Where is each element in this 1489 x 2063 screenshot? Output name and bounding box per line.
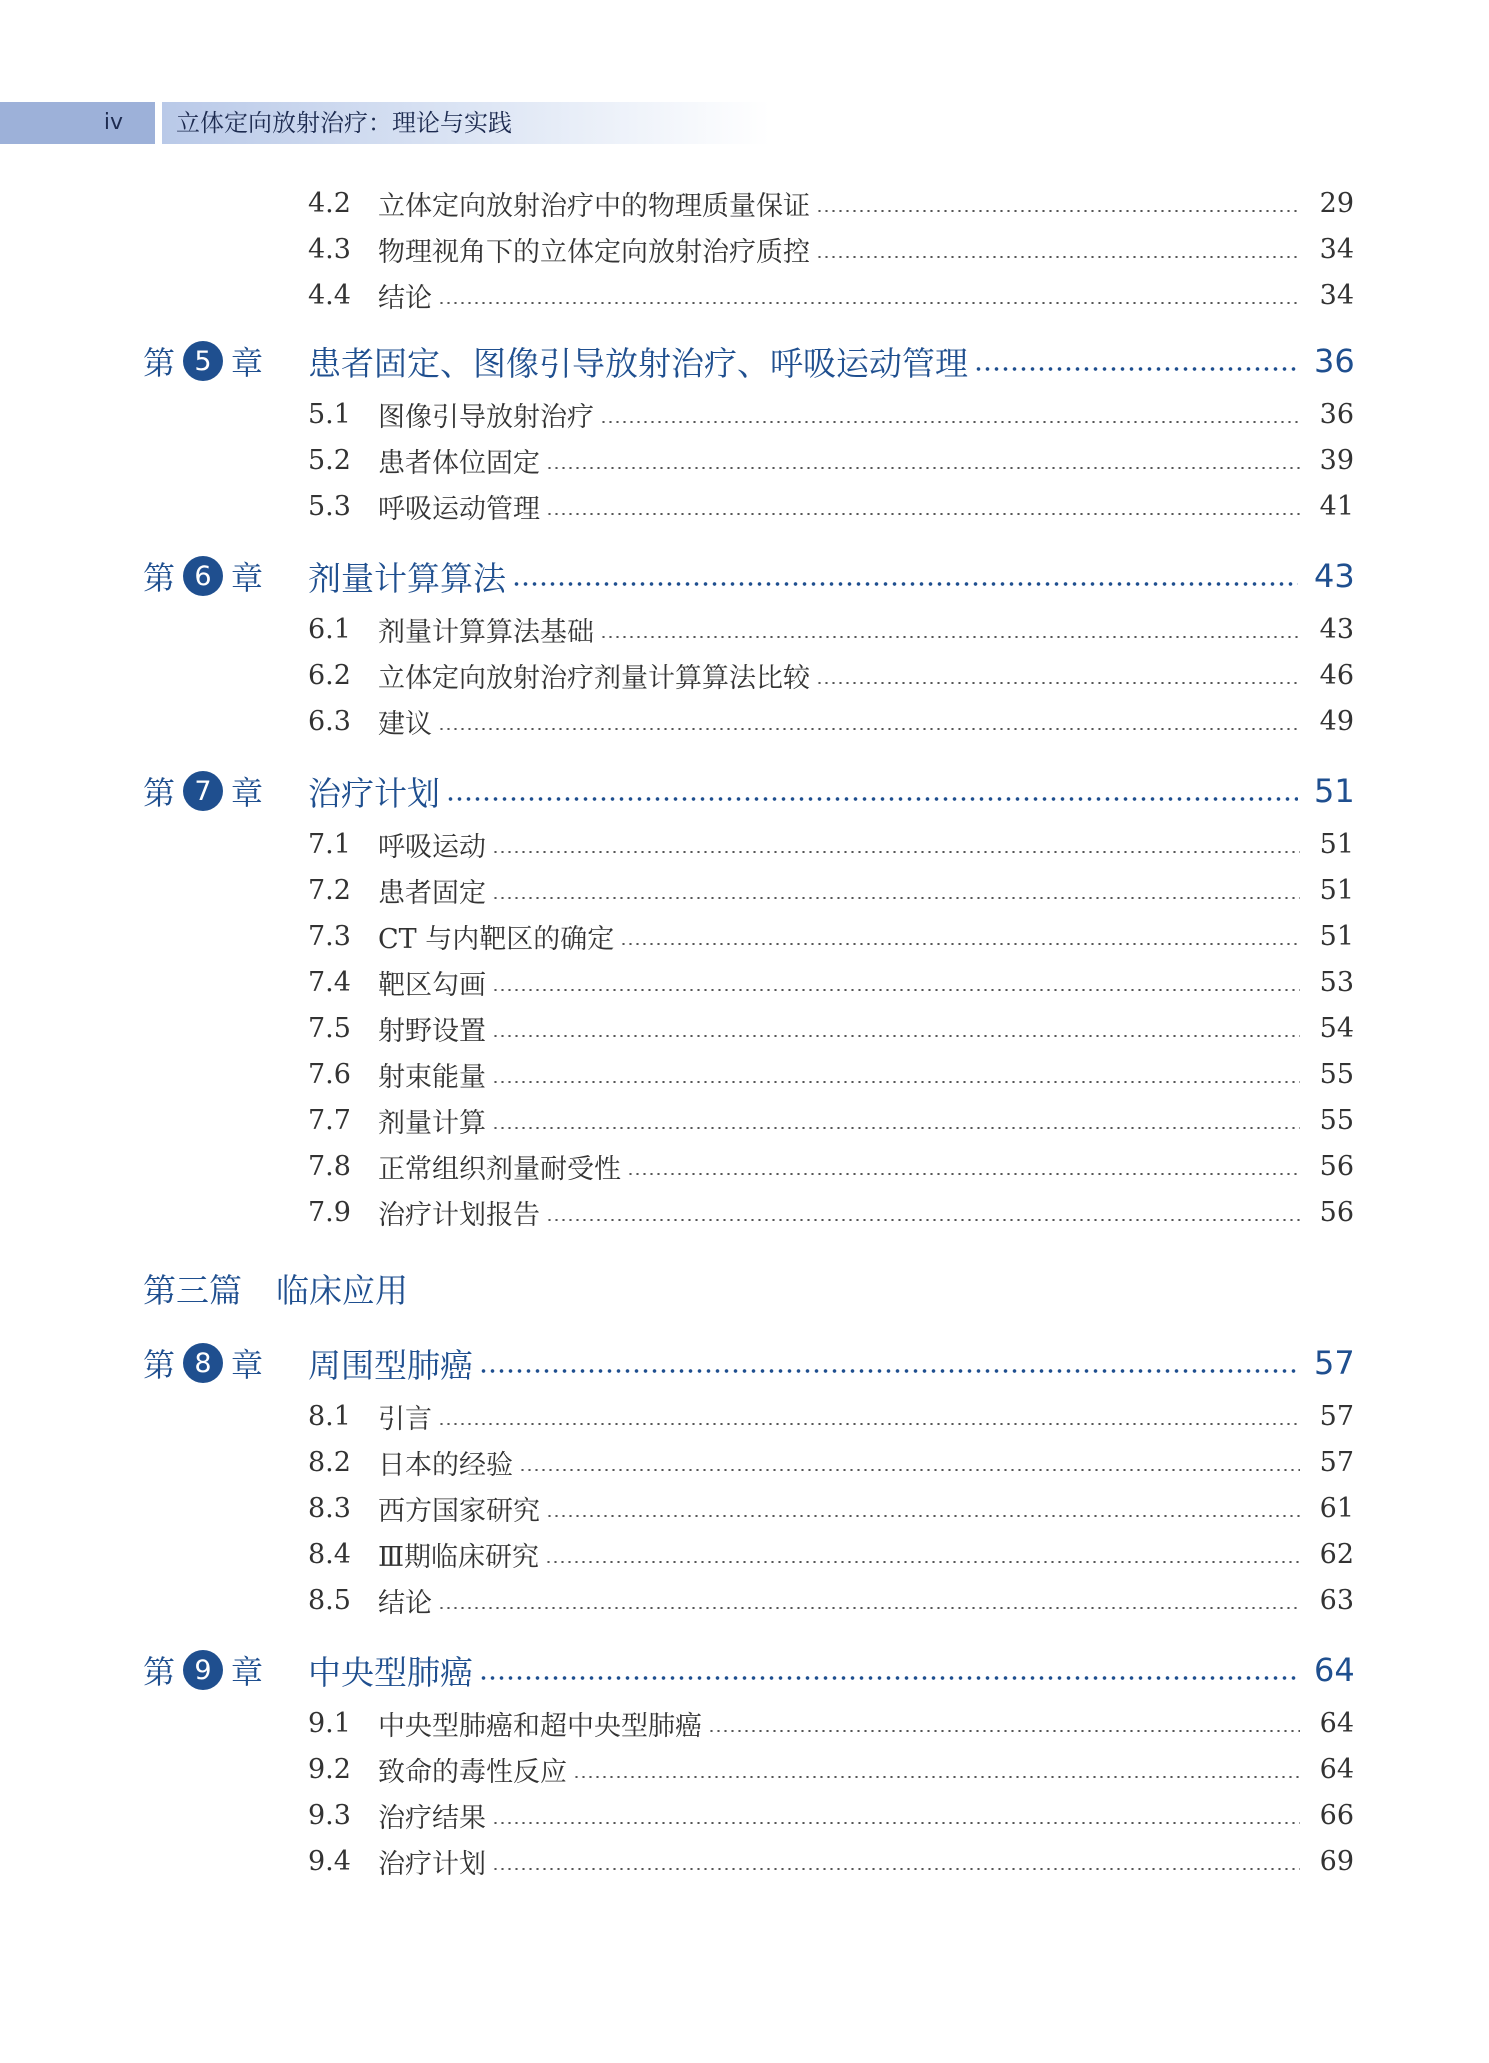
entry-title: 患者体位固定 xyxy=(378,447,540,479)
dot-leader xyxy=(438,1423,1300,1425)
entry-page: 29 xyxy=(1319,187,1354,219)
toc-entry[interactable] xyxy=(308,824,1354,864)
entry-number: 6.1 xyxy=(308,613,351,645)
chapter-page: 36 xyxy=(1314,342,1355,380)
toc-entry[interactable] xyxy=(308,1008,1354,1048)
dot-leader xyxy=(974,367,1298,371)
entry-title: 剂量计算 xyxy=(378,1107,486,1139)
dot-leader xyxy=(519,1469,1300,1471)
toc-entry[interactable] xyxy=(308,229,1354,269)
dot-leader xyxy=(816,682,1300,684)
entry-page: 55 xyxy=(1319,1058,1354,1090)
entry-number: 5.2 xyxy=(308,444,351,476)
entry-page: 63 xyxy=(1319,1584,1354,1616)
toc-entry[interactable] xyxy=(308,486,1354,526)
dot-leader xyxy=(546,1219,1300,1221)
running-header xyxy=(0,102,770,144)
entry-number: 7.9 xyxy=(308,1196,351,1228)
chapter-title: 剂量计算算法 xyxy=(308,558,506,598)
chapter-number-badge: 6 xyxy=(183,556,223,596)
entry-title: 立体定向放射治疗剂量计算算法比较 xyxy=(378,662,810,694)
toc-entry[interactable] xyxy=(308,394,1354,434)
chapter-suffix: 章 xyxy=(231,344,264,382)
chapter-label xyxy=(143,1647,308,1693)
dot-leader xyxy=(627,1173,1300,1175)
dot-leader xyxy=(708,1730,1300,1732)
dot-leader xyxy=(816,210,1300,212)
toc-entry[interactable] xyxy=(308,1192,1354,1232)
entry-number: 4.2 xyxy=(308,187,351,219)
entry-page: 56 xyxy=(1319,1150,1354,1182)
entry-page: 51 xyxy=(1319,828,1354,860)
dot-leader xyxy=(492,1822,1300,1824)
dot-leader xyxy=(492,851,1300,853)
dot-leader xyxy=(545,1561,1300,1563)
entry-page: 56 xyxy=(1319,1196,1354,1228)
entry-number: 8.4 xyxy=(308,1538,351,1570)
entry-page: 53 xyxy=(1319,966,1354,998)
entry-title: 结论 xyxy=(378,1587,432,1619)
entry-title: 射束能量 xyxy=(378,1061,486,1093)
chapter-number-badge: 9 xyxy=(183,1650,223,1690)
entry-page: 64 xyxy=(1319,1753,1354,1785)
dot-leader xyxy=(492,1035,1300,1037)
chapter-suffix: 章 xyxy=(231,559,264,597)
entry-title: 物理视角下的立体定向放射治疗质控 xyxy=(378,236,810,268)
chapter-entry[interactable] xyxy=(143,1339,1354,1387)
entry-title: 患者固定 xyxy=(378,877,486,909)
entry-title: 靶区勾画 xyxy=(378,969,486,1001)
chapter-page: 64 xyxy=(1314,1651,1355,1689)
entry-page: 62 xyxy=(1319,1538,1354,1570)
dot-leader xyxy=(446,797,1298,801)
toc-entry[interactable] xyxy=(308,1795,1354,1835)
entry-page: 69 xyxy=(1319,1845,1354,1877)
toc-entry[interactable] xyxy=(308,1703,1354,1743)
chapter-label xyxy=(143,1340,308,1386)
entry-number: 9.2 xyxy=(308,1753,351,1785)
chapter-suffix: 章 xyxy=(231,774,264,812)
dot-leader xyxy=(438,1607,1300,1609)
entry-page: 36 xyxy=(1319,398,1354,430)
entry-title: 引言 xyxy=(378,1403,432,1435)
entry-page: 57 xyxy=(1319,1400,1354,1432)
chapter-page: 43 xyxy=(1314,557,1355,595)
dot-leader xyxy=(512,582,1298,586)
chapter-entry[interactable] xyxy=(143,1646,1354,1694)
entry-number: 7.2 xyxy=(308,874,351,906)
part-heading xyxy=(143,1265,408,1312)
dot-leader xyxy=(492,1127,1300,1129)
entry-title: 治疗计划报告 xyxy=(378,1199,540,1231)
toc-entry[interactable] xyxy=(308,870,1354,910)
entry-page: 51 xyxy=(1319,920,1354,952)
toc-entry[interactable] xyxy=(308,1749,1354,1789)
entry-title: 呼吸运动管理 xyxy=(378,493,540,525)
toc-entry[interactable] xyxy=(308,1841,1354,1881)
entry-title: 致命的毒性反应 xyxy=(378,1756,567,1788)
dot-leader xyxy=(438,302,1300,304)
toc-entry[interactable] xyxy=(308,440,1354,480)
dot-leader xyxy=(479,1676,1298,1680)
entry-page: 66 xyxy=(1319,1799,1354,1831)
dot-leader xyxy=(492,1868,1300,1870)
toc-entry[interactable] xyxy=(308,1488,1354,1528)
entry-title: 治疗计划 xyxy=(378,1848,486,1880)
entry-page: 41 xyxy=(1319,490,1354,522)
chapter-title: 患者固定、图像引导放射治疗、呼吸运动管理 xyxy=(308,343,968,383)
entry-number: 8.2 xyxy=(308,1446,351,1478)
chapter-number-badge: 5 xyxy=(183,341,223,381)
entry-page: 51 xyxy=(1319,874,1354,906)
chapter-title: 周围型肺癌 xyxy=(308,1345,473,1385)
toc-entry[interactable] xyxy=(308,609,1354,649)
entry-page: 49 xyxy=(1319,705,1354,737)
entry-number: 7.7 xyxy=(308,1104,351,1136)
chapter-prefix: 第 xyxy=(143,1346,176,1384)
dot-leader xyxy=(492,1081,1300,1083)
entry-number: 4.3 xyxy=(308,233,351,265)
entry-title: 日本的经验 xyxy=(378,1449,513,1481)
entry-number: 9.3 xyxy=(308,1799,351,1831)
entry-number: 7.3 xyxy=(308,920,351,952)
chapter-prefix: 第 xyxy=(143,774,176,812)
part-label: 第三篇 xyxy=(143,1271,242,1310)
toc-entry[interactable] xyxy=(308,655,1354,695)
entry-number: 7.8 xyxy=(308,1150,351,1182)
toc-entry[interactable] xyxy=(308,1396,1354,1436)
entry-title: CT 与内靶区的确定 xyxy=(378,923,615,955)
dot-leader xyxy=(816,256,1300,258)
entry-number: 4.4 xyxy=(308,279,351,311)
entry-page: 39 xyxy=(1319,444,1354,476)
chapter-prefix: 第 xyxy=(143,344,176,382)
chapter-title: 治疗计划 xyxy=(308,773,440,813)
dot-leader xyxy=(492,897,1300,899)
entry-page: 64 xyxy=(1319,1707,1354,1739)
header-book-title: 立体定向放射治疗：理论与实践 xyxy=(162,102,770,144)
dot-leader xyxy=(438,728,1300,730)
entry-number: 7.4 xyxy=(308,966,351,998)
dot-leader xyxy=(620,943,1300,945)
entry-title: 射野设置 xyxy=(378,1015,486,1047)
entry-number: 7.5 xyxy=(308,1012,351,1044)
entry-title: 建议 xyxy=(378,708,432,740)
entry-number: 5.3 xyxy=(308,490,351,522)
entry-number: 5.1 xyxy=(308,398,351,430)
chapter-entry[interactable] xyxy=(143,337,1354,385)
toc-entry[interactable] xyxy=(308,183,1354,223)
entry-title: 治疗结果 xyxy=(378,1802,486,1834)
chapter-number-badge: 8 xyxy=(183,1343,223,1383)
chapter-title: 中央型肺癌 xyxy=(308,1652,473,1692)
entry-page: 43 xyxy=(1319,613,1354,645)
entry-title: 图像引导放射治疗 xyxy=(378,401,594,433)
chapter-page: 57 xyxy=(1314,1344,1355,1382)
entry-number: 9.4 xyxy=(308,1845,351,1877)
entry-number: 8.3 xyxy=(308,1492,351,1524)
chapter-entry[interactable] xyxy=(143,767,1354,815)
dot-leader xyxy=(546,513,1300,515)
entry-title: 立体定向放射治疗中的物理质量保证 xyxy=(378,190,810,222)
entry-number: 8.1 xyxy=(308,1400,351,1432)
entry-number: 8.5 xyxy=(308,1584,351,1616)
chapter-label xyxy=(143,768,308,814)
entry-page: 34 xyxy=(1319,233,1354,265)
entry-title: 结论 xyxy=(378,282,432,314)
entry-title: 西方国家研究 xyxy=(378,1495,540,1527)
chapter-suffix: 章 xyxy=(231,1346,264,1384)
entry-title: 呼吸运动 xyxy=(378,831,486,863)
chapter-suffix: 章 xyxy=(231,1653,264,1691)
dot-leader xyxy=(546,1515,1300,1517)
toc-entry[interactable] xyxy=(308,916,1354,956)
entry-page: 54 xyxy=(1319,1012,1354,1044)
entry-title: 剂量计算算法基础 xyxy=(378,616,594,648)
dot-leader xyxy=(546,467,1300,469)
chapter-prefix: 第 xyxy=(143,1653,176,1691)
toc-entry[interactable] xyxy=(308,962,1354,1002)
entry-title: 正常组织剂量耐受性 xyxy=(378,1153,621,1185)
chapter-entry[interactable] xyxy=(143,552,1354,600)
entry-title: 中央型肺癌和超中央型肺癌 xyxy=(378,1710,702,1742)
toc-entry[interactable] xyxy=(308,1100,1354,1140)
dot-leader xyxy=(573,1776,1300,1778)
entry-number: 7.1 xyxy=(308,828,351,860)
entry-page: 55 xyxy=(1319,1104,1354,1136)
entry-page: 57 xyxy=(1319,1446,1354,1478)
entry-number: 9.1 xyxy=(308,1707,351,1739)
chapter-label xyxy=(143,338,308,384)
dot-leader xyxy=(600,636,1300,638)
entry-page: 34 xyxy=(1319,279,1354,311)
entry-title: Ⅲ期临床研究 xyxy=(378,1541,540,1573)
chapter-number-badge: 7 xyxy=(183,771,223,811)
toc-entry[interactable] xyxy=(308,1534,1354,1574)
chapter-prefix: 第 xyxy=(143,559,176,597)
chapter-page: 51 xyxy=(1314,772,1355,810)
dot-leader xyxy=(479,1369,1298,1373)
dot-leader xyxy=(492,989,1300,991)
entry-page: 46 xyxy=(1319,659,1354,691)
part-title: 临床应用 xyxy=(276,1271,408,1310)
entry-number: 6.3 xyxy=(308,705,351,737)
toc-entry[interactable] xyxy=(308,1146,1354,1186)
entry-page: 61 xyxy=(1319,1492,1354,1524)
header-page-number: iv xyxy=(0,102,155,144)
entry-number: 7.6 xyxy=(308,1058,351,1090)
toc-entry[interactable] xyxy=(308,1442,1354,1482)
toc-entry[interactable] xyxy=(308,1580,1354,1620)
chapter-label xyxy=(143,553,308,599)
dot-leader xyxy=(600,421,1300,423)
toc-entry[interactable] xyxy=(308,1054,1354,1094)
toc-entry[interactable] xyxy=(308,701,1354,741)
toc-entry[interactable] xyxy=(308,275,1354,315)
entry-number: 6.2 xyxy=(308,659,351,691)
